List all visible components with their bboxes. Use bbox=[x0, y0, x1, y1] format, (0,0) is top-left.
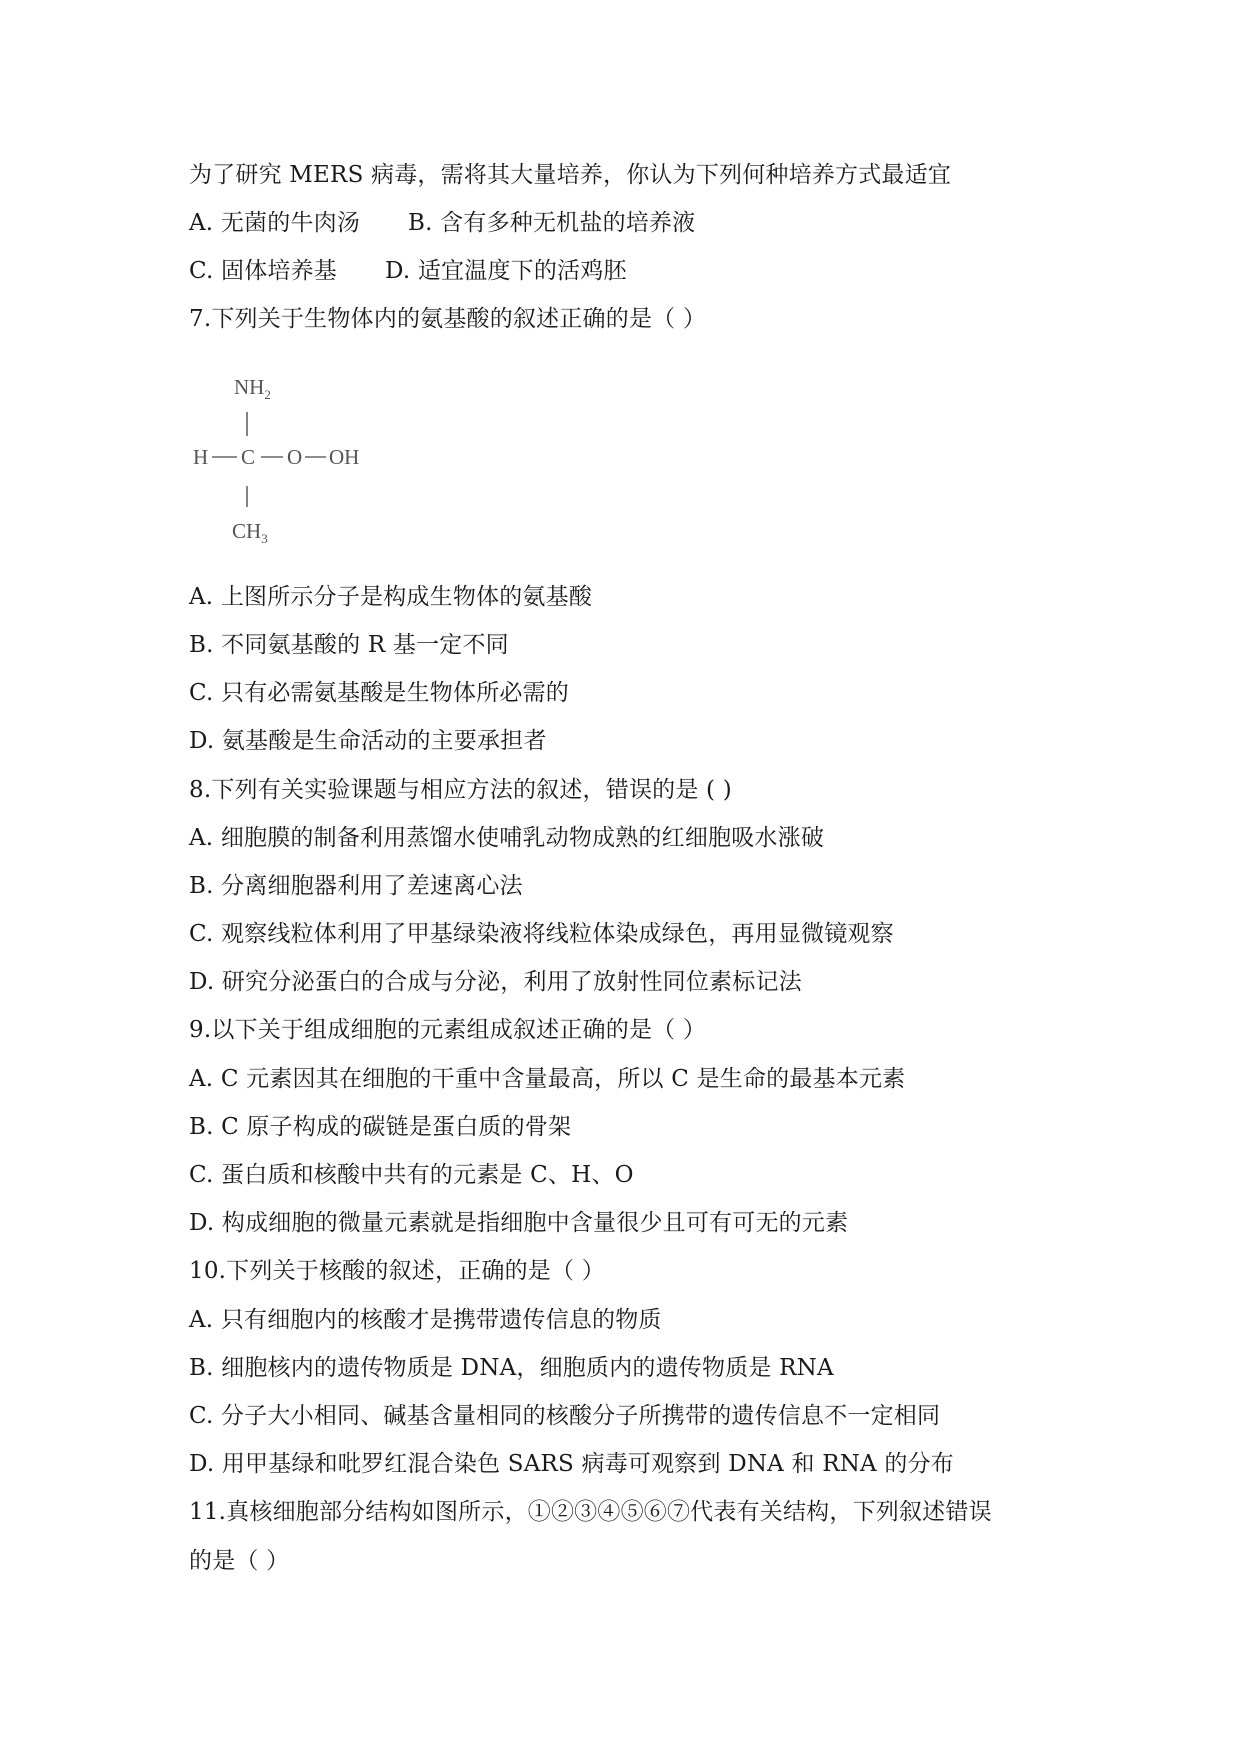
q6-option-a: A. 无菌的牛肉汤 bbox=[189, 210, 361, 236]
q10-option-c: C. 分子大小相同、碱基含量相同的核酸分子所携带的遗传信息不一定相同 bbox=[189, 1403, 941, 1429]
q6-option-b: B. 含有多种无机盐的培养液 bbox=[408, 210, 696, 236]
q7-option-b: B. 不同氨基酸的 R 基一定不同 bbox=[189, 632, 509, 658]
q7-structural-formula bbox=[190, 368, 390, 558]
q11-stem-line-1: 11.真核细胞部分结构如图所示，①②③④⑤⑥⑦代表有关结构，下列叙述错误 bbox=[189, 1499, 992, 1525]
q10-stem: 10.下列关于核酸的叙述，正确的是（ ） bbox=[189, 1258, 605, 1284]
q9-option-b: B. C 原子构成的碳链是蛋白质的骨架 bbox=[189, 1114, 572, 1140]
q11-stem-line-2: 的是（ ） bbox=[189, 1548, 290, 1574]
q6-option-d: D. 适宜温度下的活鸡胚 bbox=[385, 258, 627, 284]
q7-stem: 7.下列关于生物体内的氨基酸的叙述正确的是（ ） bbox=[189, 306, 707, 332]
q9-option-a: A. C 元素因其在细胞的干重中含量最高，所以 C 是生命的最基本元素 bbox=[189, 1066, 906, 1092]
q8-option-c: C. 观察线粒体利用了甲基绿染液将线粒体染成绿色，再用显微镜观察 bbox=[189, 921, 894, 947]
formula-ch3-label: $CH_3$ bbox=[232, 519, 268, 546]
q6-options-row-1 bbox=[189, 208, 695, 238]
q8-option-b: B. 分离细胞器利用了差速离心法 bbox=[189, 873, 523, 899]
formula-h-label: H bbox=[193, 445, 209, 469]
formula-nh2-label: $NH_2$ bbox=[234, 375, 271, 402]
q10-option-d: D. 用甲基绿和吡罗红混合染色 SARS 病毒可观察到 DNA 和 RNA 的分布 bbox=[189, 1451, 954, 1477]
q9-option-c: C. 蛋白质和核酸中共有的元素是 C、H、O bbox=[189, 1162, 634, 1188]
formula-o-label: O bbox=[287, 445, 303, 469]
structural-formula-figure bbox=[190, 368, 390, 558]
formula-c-label: C bbox=[241, 445, 256, 469]
q9-option-d: D. 构成细胞的微量元素就是指细胞中含量很少且可有可无的元素 bbox=[189, 1210, 849, 1236]
q6-option-c: C. 固体培养基 bbox=[189, 258, 338, 284]
q6-stem: 为了研究 MERS 病毒，需将其大量培养，你认为下列何种培养方式最适宜 bbox=[189, 162, 952, 188]
q7-option-d: D. 氨基酸是生命活动的主要承担者 bbox=[189, 728, 547, 754]
q7-option-a: A. 上图所示分子是构成生物体的氨基酸 bbox=[189, 584, 593, 610]
q9-stem: 9.以下关于组成细胞的元素组成叙述正确的是（ ） bbox=[189, 1017, 707, 1043]
q8-option-a: A. 细胞膜的制备利用蒸馏水使哺乳动物成熟的红细胞吸水涨破 bbox=[189, 825, 825, 851]
q8-stem: 8.下列有关实验课题与相应方法的叙述，错误的是 ( ) bbox=[189, 777, 732, 803]
q10-option-b: B. 细胞核内的遗传物质是 DNA，细胞质内的遗传物质是 RNA bbox=[189, 1355, 834, 1381]
formula-oh-label: OH bbox=[329, 445, 360, 469]
q7-option-c: C. 只有必需氨基酸是生物体所必需的 bbox=[189, 680, 570, 706]
q8-option-d: D. 研究分泌蛋白的合成与分泌，利用了放射性同位素标记法 bbox=[189, 969, 802, 995]
q6-options-row-2 bbox=[189, 256, 627, 286]
q10-option-a: A. 只有细胞内的核酸才是携带遗传信息的物质 bbox=[189, 1307, 662, 1333]
